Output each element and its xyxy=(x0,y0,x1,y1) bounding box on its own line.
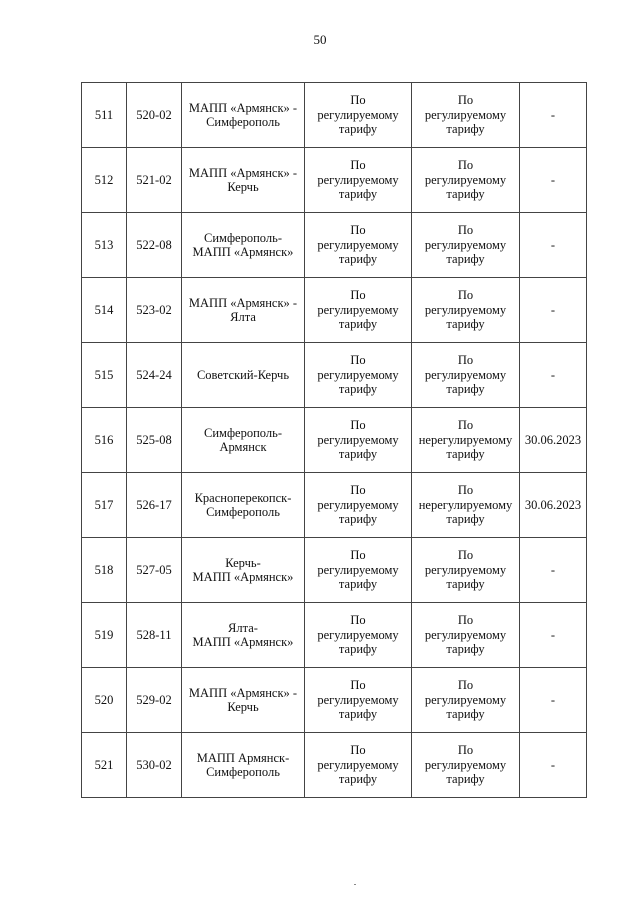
route-code-cell-text: 521-02 xyxy=(136,172,172,187)
date-cell-text: - xyxy=(550,107,556,122)
route-name-cell xyxy=(182,603,305,668)
date-cell-text: - xyxy=(550,562,556,577)
tariff-type-2-cell-text: По регулируемому тарифу xyxy=(424,288,507,332)
route-code-cell-text: 523-02 xyxy=(136,302,172,317)
route-name-cell xyxy=(182,278,305,343)
routes-table xyxy=(81,82,587,798)
row-number-cell-text: 515 xyxy=(94,367,114,382)
row-number-cell-text: 520 xyxy=(94,692,114,707)
date-cell-text: - xyxy=(550,367,556,382)
tariff-type-2-cell-text: По регулируемому тарифу xyxy=(424,548,507,592)
route-name-cell-text: МАПП «Армянск» - Керчь xyxy=(188,685,298,714)
route-code-cell xyxy=(127,278,182,343)
page-number: 50 xyxy=(313,32,327,47)
route-code-cell xyxy=(127,668,182,733)
route-code-cell xyxy=(127,83,182,148)
tariff-type-1-cell xyxy=(305,733,412,798)
date-cell xyxy=(520,343,587,408)
date-cell-text: - xyxy=(550,237,556,252)
tariff-type-2-cell xyxy=(412,668,520,733)
route-name-cell xyxy=(182,473,305,538)
table-row xyxy=(82,148,587,213)
route-code-cell-text: 527-05 xyxy=(136,562,172,577)
route-name-cell xyxy=(182,343,305,408)
tariff-type-1-cell-text: По регулируемому тарифу xyxy=(317,613,399,657)
row-number-cell xyxy=(82,148,127,213)
tariff-type-2-cell xyxy=(412,148,520,213)
route-code-cell-text: 528-11 xyxy=(136,627,172,642)
route-code-cell xyxy=(127,538,182,603)
tariff-type-2-cell xyxy=(412,733,520,798)
tariff-type-1-cell xyxy=(305,213,412,278)
route-name-cell-text: МАПП «Армянск» - Ялта xyxy=(188,295,298,324)
route-name-cell xyxy=(182,148,305,213)
row-number-cell xyxy=(82,538,127,603)
row-number-cell-text: 518 xyxy=(94,562,114,577)
tariff-type-2-cell-text: По регулируемому тарифу xyxy=(424,93,507,137)
row-number-cell-text: 517 xyxy=(94,497,114,512)
row-number-cell xyxy=(82,213,127,278)
tariff-type-2-cell xyxy=(412,473,520,538)
date-cell-text: 30.06.2023 xyxy=(524,497,582,512)
row-number-cell xyxy=(82,343,127,408)
tariff-type-2-cell-text: По регулируемому тарифу xyxy=(424,678,507,722)
row-number-cell-text: 521 xyxy=(94,757,114,772)
date-cell xyxy=(520,278,587,343)
date-cell-text: - xyxy=(550,172,556,187)
tariff-type-1-cell-text: По регулируемому тарифу xyxy=(317,93,399,137)
date-cell-text: - xyxy=(550,757,556,772)
tariff-type-1-cell-text: По регулируемому тарифу xyxy=(317,288,399,332)
tariff-type-2-cell-text: По регулируемому тарифу xyxy=(424,158,507,202)
tariff-type-1-cell xyxy=(305,668,412,733)
tariff-type-2-cell-text: По регулируемому тарифу xyxy=(424,613,507,657)
date-cell xyxy=(520,473,587,538)
tariff-type-2-cell xyxy=(412,408,520,473)
route-name-cell xyxy=(182,408,305,473)
route-code-cell-text: 520-02 xyxy=(136,107,172,122)
date-cell-text: - xyxy=(550,627,556,642)
route-name-cell-text: МАПП «Армянск» - Керчь xyxy=(188,165,298,194)
table-row xyxy=(82,343,587,408)
table-row xyxy=(82,213,587,278)
row-number-cell xyxy=(82,668,127,733)
tariff-type-1-cell-text: По регулируемому тарифу xyxy=(317,418,399,462)
table-row xyxy=(82,83,587,148)
route-code-cell xyxy=(127,343,182,408)
tariff-type-1-cell-text: По регулируемому тарифу xyxy=(317,223,399,267)
row-number-cell-text: 513 xyxy=(94,237,114,252)
date-cell xyxy=(520,668,587,733)
row-number-cell-text: 511 xyxy=(94,107,114,122)
table-row xyxy=(82,278,587,343)
route-name-cell xyxy=(182,668,305,733)
table-row xyxy=(82,733,587,798)
tariff-type-2-cell xyxy=(412,213,520,278)
tariff-type-1-cell-text: По регулируемому тарифу xyxy=(317,158,399,202)
route-name-cell xyxy=(182,538,305,603)
date-cell-text: - xyxy=(550,302,556,317)
tariff-type-1-cell xyxy=(305,83,412,148)
date-cell-text: - xyxy=(550,692,556,707)
tariff-type-2-cell-text: По регулируемому тарифу xyxy=(424,223,507,267)
scan-speck xyxy=(354,884,356,885)
tariff-type-1-cell-text: По регулируемому тарифу xyxy=(317,678,399,722)
tariff-type-1-cell xyxy=(305,278,412,343)
tariff-type-2-cell xyxy=(412,83,520,148)
tariff-type-1-cell xyxy=(305,148,412,213)
row-number-cell xyxy=(82,408,127,473)
date-cell xyxy=(520,83,587,148)
routes-table-body xyxy=(82,83,587,798)
route-code-cell xyxy=(127,473,182,538)
route-code-cell-text: 530-02 xyxy=(136,757,172,772)
date-cell xyxy=(520,603,587,668)
tariff-type-1-cell xyxy=(305,473,412,538)
route-name-cell-text: МАПП Армянск- Симферополь xyxy=(196,750,290,779)
row-number-cell xyxy=(82,603,127,668)
row-number-cell xyxy=(82,278,127,343)
route-code-cell xyxy=(127,148,182,213)
route-code-cell-text: 529-02 xyxy=(136,692,172,707)
row-number-cell-text: 514 xyxy=(94,302,114,317)
route-name-cell-text: Ялта- МАПП «Армянск» xyxy=(192,620,294,649)
route-name-cell xyxy=(182,213,305,278)
date-cell xyxy=(520,733,587,798)
route-name-cell-text: Красноперекопск- Симферополь xyxy=(194,490,292,519)
table-row xyxy=(82,668,587,733)
table-row xyxy=(82,408,587,473)
date-cell xyxy=(520,538,587,603)
tariff-type-1-cell-text: По регулируемому тарифу xyxy=(317,483,399,527)
tariff-type-1-cell xyxy=(305,343,412,408)
route-code-cell-text: 526-17 xyxy=(136,497,172,512)
tariff-type-2-cell xyxy=(412,343,520,408)
route-name-cell xyxy=(182,733,305,798)
tariff-type-1-cell-text: По регулируемому тарифу xyxy=(317,743,399,787)
tariff-type-2-cell xyxy=(412,278,520,343)
tariff-type-1-cell-text: По регулируемому тарифу xyxy=(317,548,399,592)
tariff-type-2-cell-text: По регулируемому тарифу xyxy=(424,353,507,397)
date-cell xyxy=(520,148,587,213)
route-name-cell xyxy=(182,83,305,148)
route-code-cell-text: 525-08 xyxy=(136,432,172,447)
row-number-cell xyxy=(82,83,127,148)
tariff-type-1-cell xyxy=(305,408,412,473)
row-number-cell xyxy=(82,733,127,798)
route-code-cell xyxy=(127,408,182,473)
tariff-type-1-cell-text: По регулируемому тарифу xyxy=(317,353,399,397)
table-row xyxy=(82,538,587,603)
route-code-cell xyxy=(127,733,182,798)
route-name-cell-text: Советский-Керчь xyxy=(196,367,290,382)
tariff-type-2-cell xyxy=(412,603,520,668)
row-number-cell-text: 519 xyxy=(94,627,114,642)
date-cell xyxy=(520,213,587,278)
table-row xyxy=(82,473,587,538)
date-cell xyxy=(520,408,587,473)
tariff-type-1-cell xyxy=(305,538,412,603)
tariff-type-2-cell-text: По нерегулируемому тарифу xyxy=(418,483,513,527)
route-code-cell-text: 522-08 xyxy=(136,237,172,252)
route-name-cell-text: Керчь- МАПП «Армянск» xyxy=(192,555,294,584)
route-code-cell xyxy=(127,603,182,668)
route-code-cell xyxy=(127,213,182,278)
row-number-cell xyxy=(82,473,127,538)
tariff-type-2-cell xyxy=(412,538,520,603)
route-code-cell-text: 524-24 xyxy=(136,367,172,382)
tariff-type-1-cell xyxy=(305,603,412,668)
route-name-cell-text: Симферополь- Армянск xyxy=(204,425,282,454)
tariff-type-2-cell-text: По регулируемому тарифу xyxy=(424,743,507,787)
route-name-cell-text: Симферополь- МАПП «Армянск» xyxy=(192,230,294,259)
tariff-type-2-cell-text: По нерегулируемому тарифу xyxy=(418,418,513,462)
row-number-cell-text: 512 xyxy=(94,172,114,187)
table-row xyxy=(82,603,587,668)
row-number-cell-text: 516 xyxy=(94,432,114,447)
date-cell-text: 30.06.2023 xyxy=(524,432,582,447)
route-name-cell-text: МАПП «Армянск» - Симферополь xyxy=(188,100,298,129)
